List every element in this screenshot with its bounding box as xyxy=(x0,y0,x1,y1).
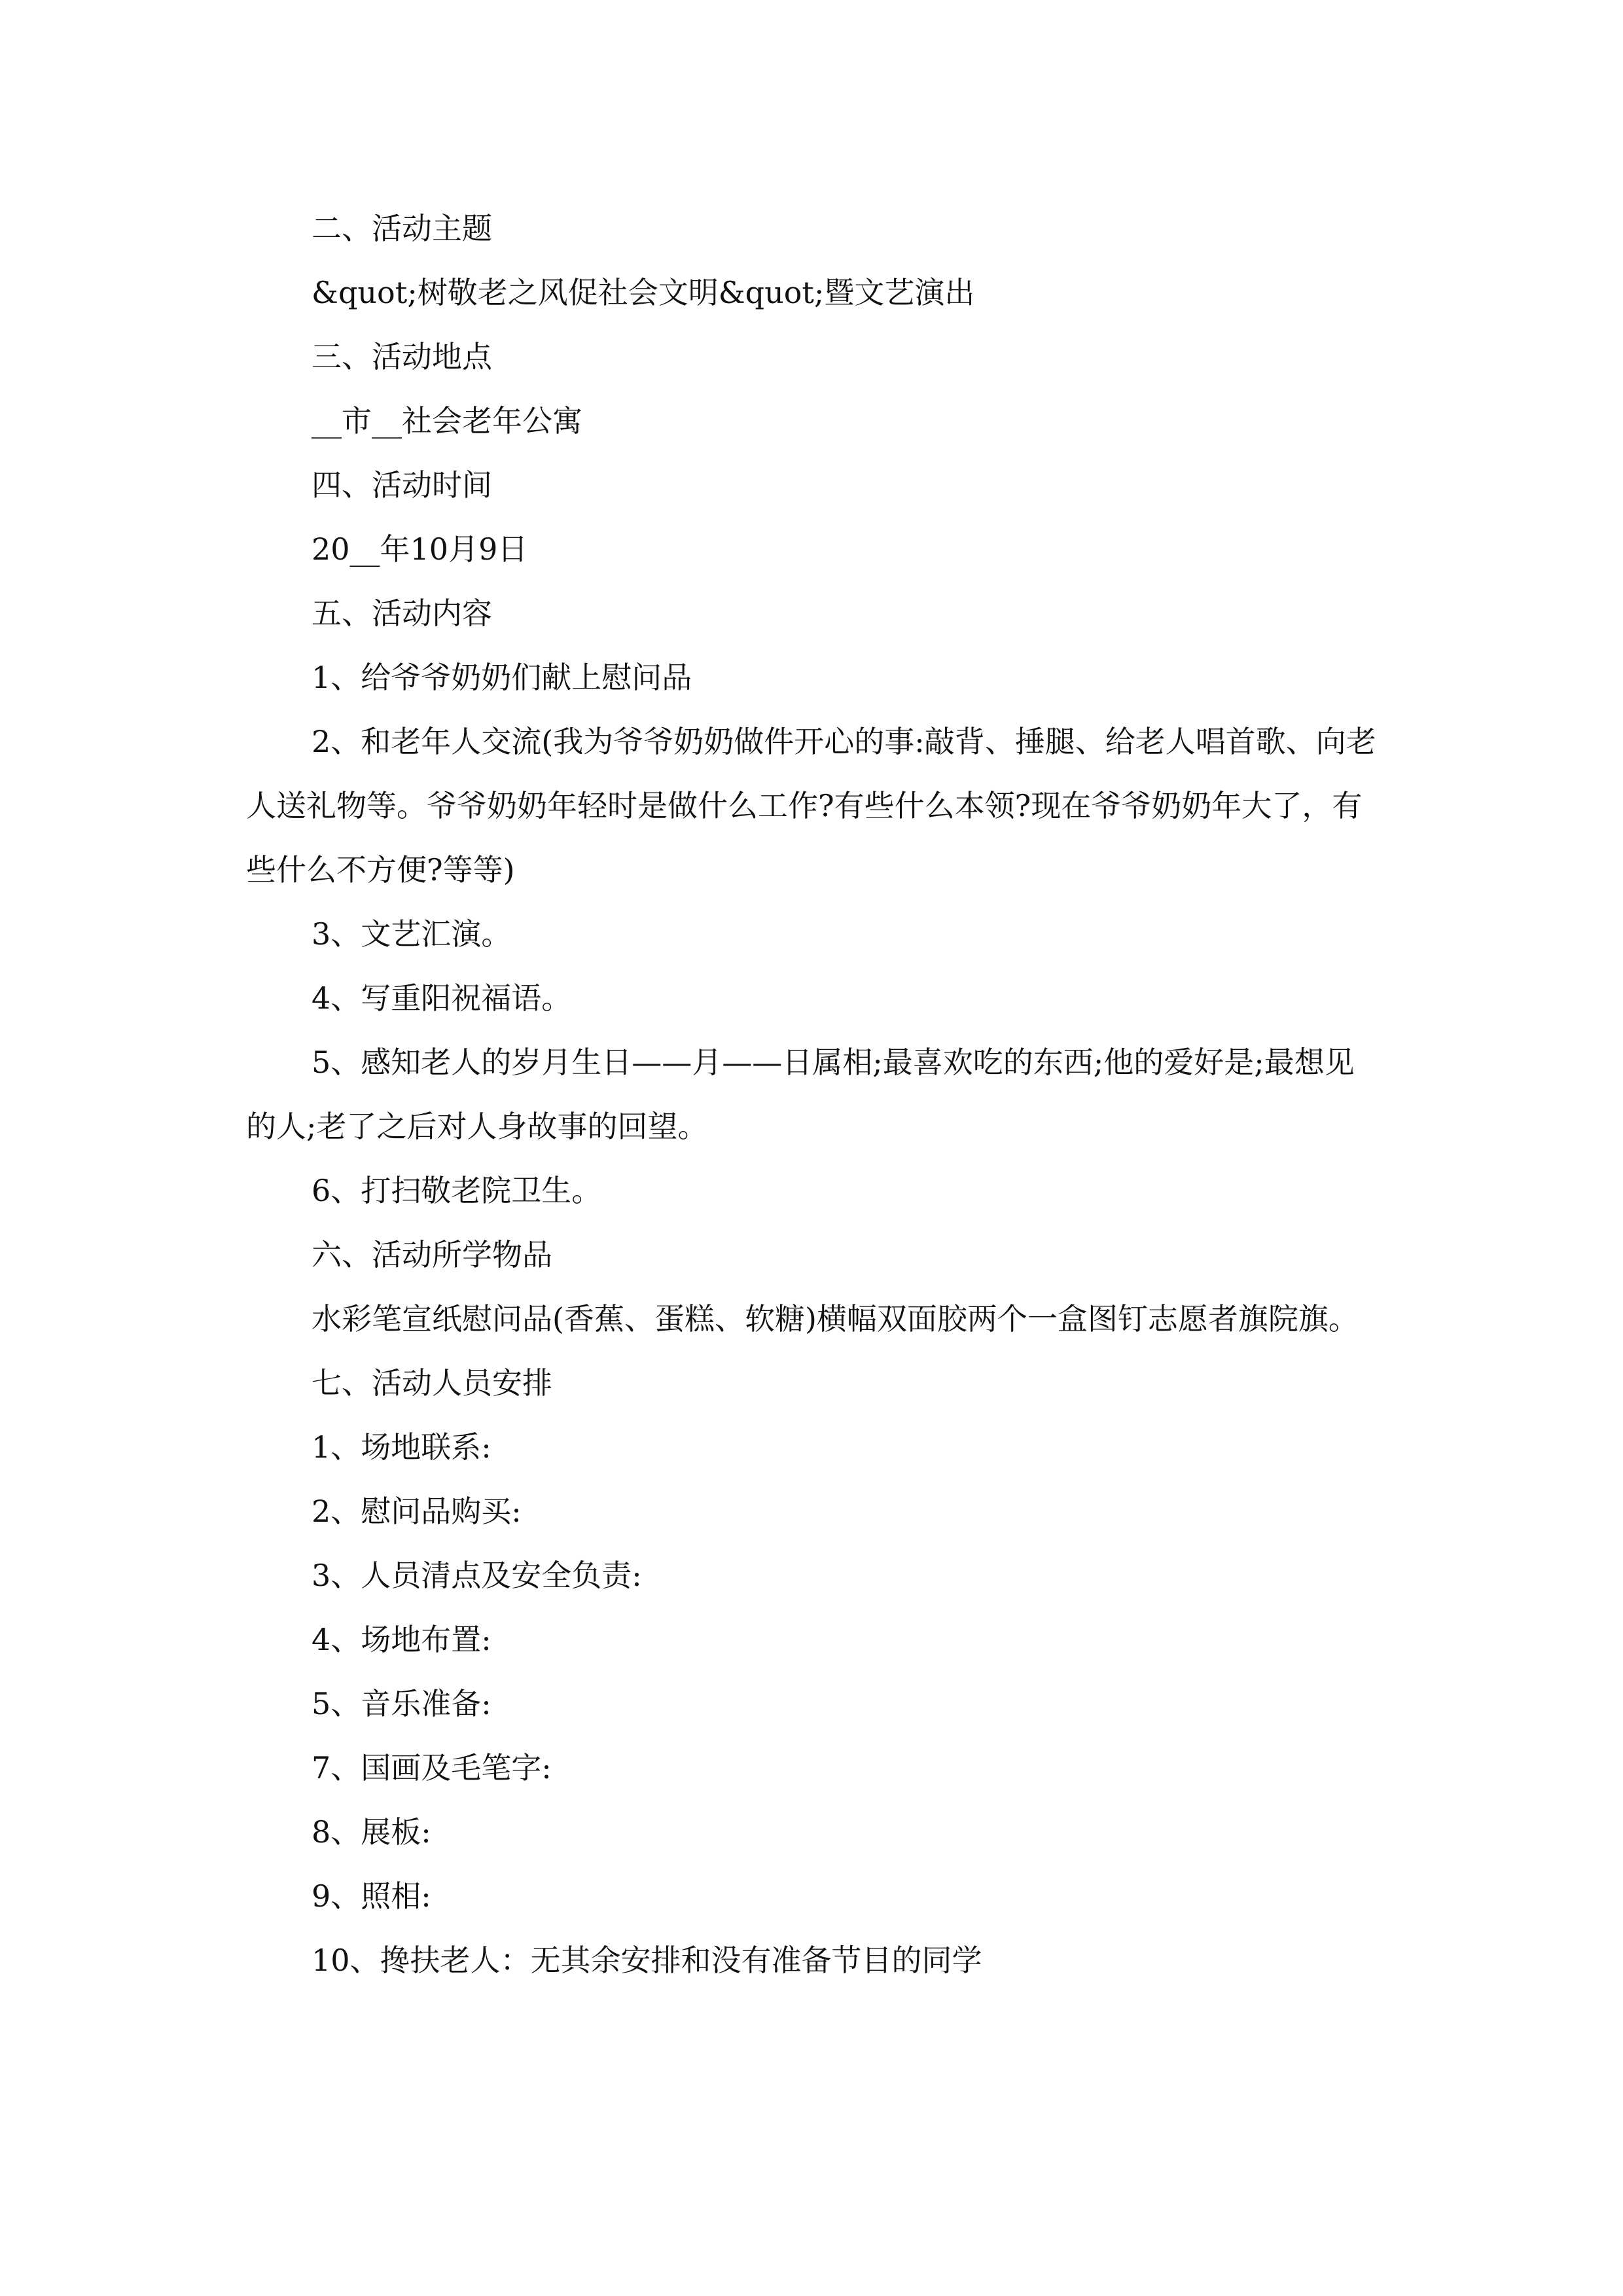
section-heading-time: 四、活动时间 xyxy=(312,467,492,503)
section-heading-location: 三、活动地点 xyxy=(312,339,492,374)
staffing-item-9: 9、照相: xyxy=(312,1878,431,1914)
content-item-5: 5、感知老人的岁月生日——月——日属相;最喜欢吃的东西;他的爱好是;最想见的人;老了之后对人身故事的回望。 xyxy=(246,1045,1355,1144)
materials-text: 水彩笔宣纸慰问品(香蕉、蛋糕、软糖)横幅双面胶两个一盒图钉志愿者旗院旗。 xyxy=(312,1301,1359,1336)
content-item-3: 3、文艺汇演。 xyxy=(312,916,512,952)
section-heading-staffing: 七、活动人员安排 xyxy=(312,1365,552,1401)
theme-text: &quot;树敬老之风促社会文明&quot;暨文艺演出 xyxy=(312,275,975,310)
staffing-item-10: 10、搀扶老人：无其余安排和没有准备节目的同学 xyxy=(312,1943,982,1978)
staffing-item-1: 1、场地联系: xyxy=(312,1429,491,1465)
content-item-6: 6、打扫敬老院卫生。 xyxy=(312,1173,602,1208)
section-heading-theme: 二、活动主题 xyxy=(312,211,492,246)
staffing-item-8: 8、展板: xyxy=(312,1814,431,1850)
section-heading-content: 五、活动内容 xyxy=(312,596,492,631)
staffing-item-5: 5、音乐准备: xyxy=(312,1686,491,1721)
staffing-item-2: 2、慰问品购买: xyxy=(312,1494,522,1529)
content-item-2: 2、和老年人交流(我为爷爷奶奶做件开心的事:敲背、捶腿、给老人唱首歌、向老人送礼物等。爷爷奶奶年轻时是做什么工作?有些什么本领?现在爷爷奶奶年大了，有些什么不方便?等等) xyxy=(246,724,1376,888)
section-heading-materials: 六、活动所学物品 xyxy=(312,1237,552,1272)
staffing-item-7: 7、国画及毛笔字: xyxy=(312,1750,552,1785)
time-text: 20__年10月9日 xyxy=(312,531,528,567)
content-item-1: 1、给爷爷奶奶们献上慰问品 xyxy=(312,660,692,695)
location-text: __市__社会老年公寓 xyxy=(312,403,582,439)
staffing-item-4: 4、场地布置: xyxy=(312,1622,491,1657)
document-body xyxy=(246,196,1378,1992)
staffing-item-3: 3、人员清点及安全负责: xyxy=(312,1558,642,1593)
content-item-4: 4、写重阳祝福语。 xyxy=(312,980,572,1016)
